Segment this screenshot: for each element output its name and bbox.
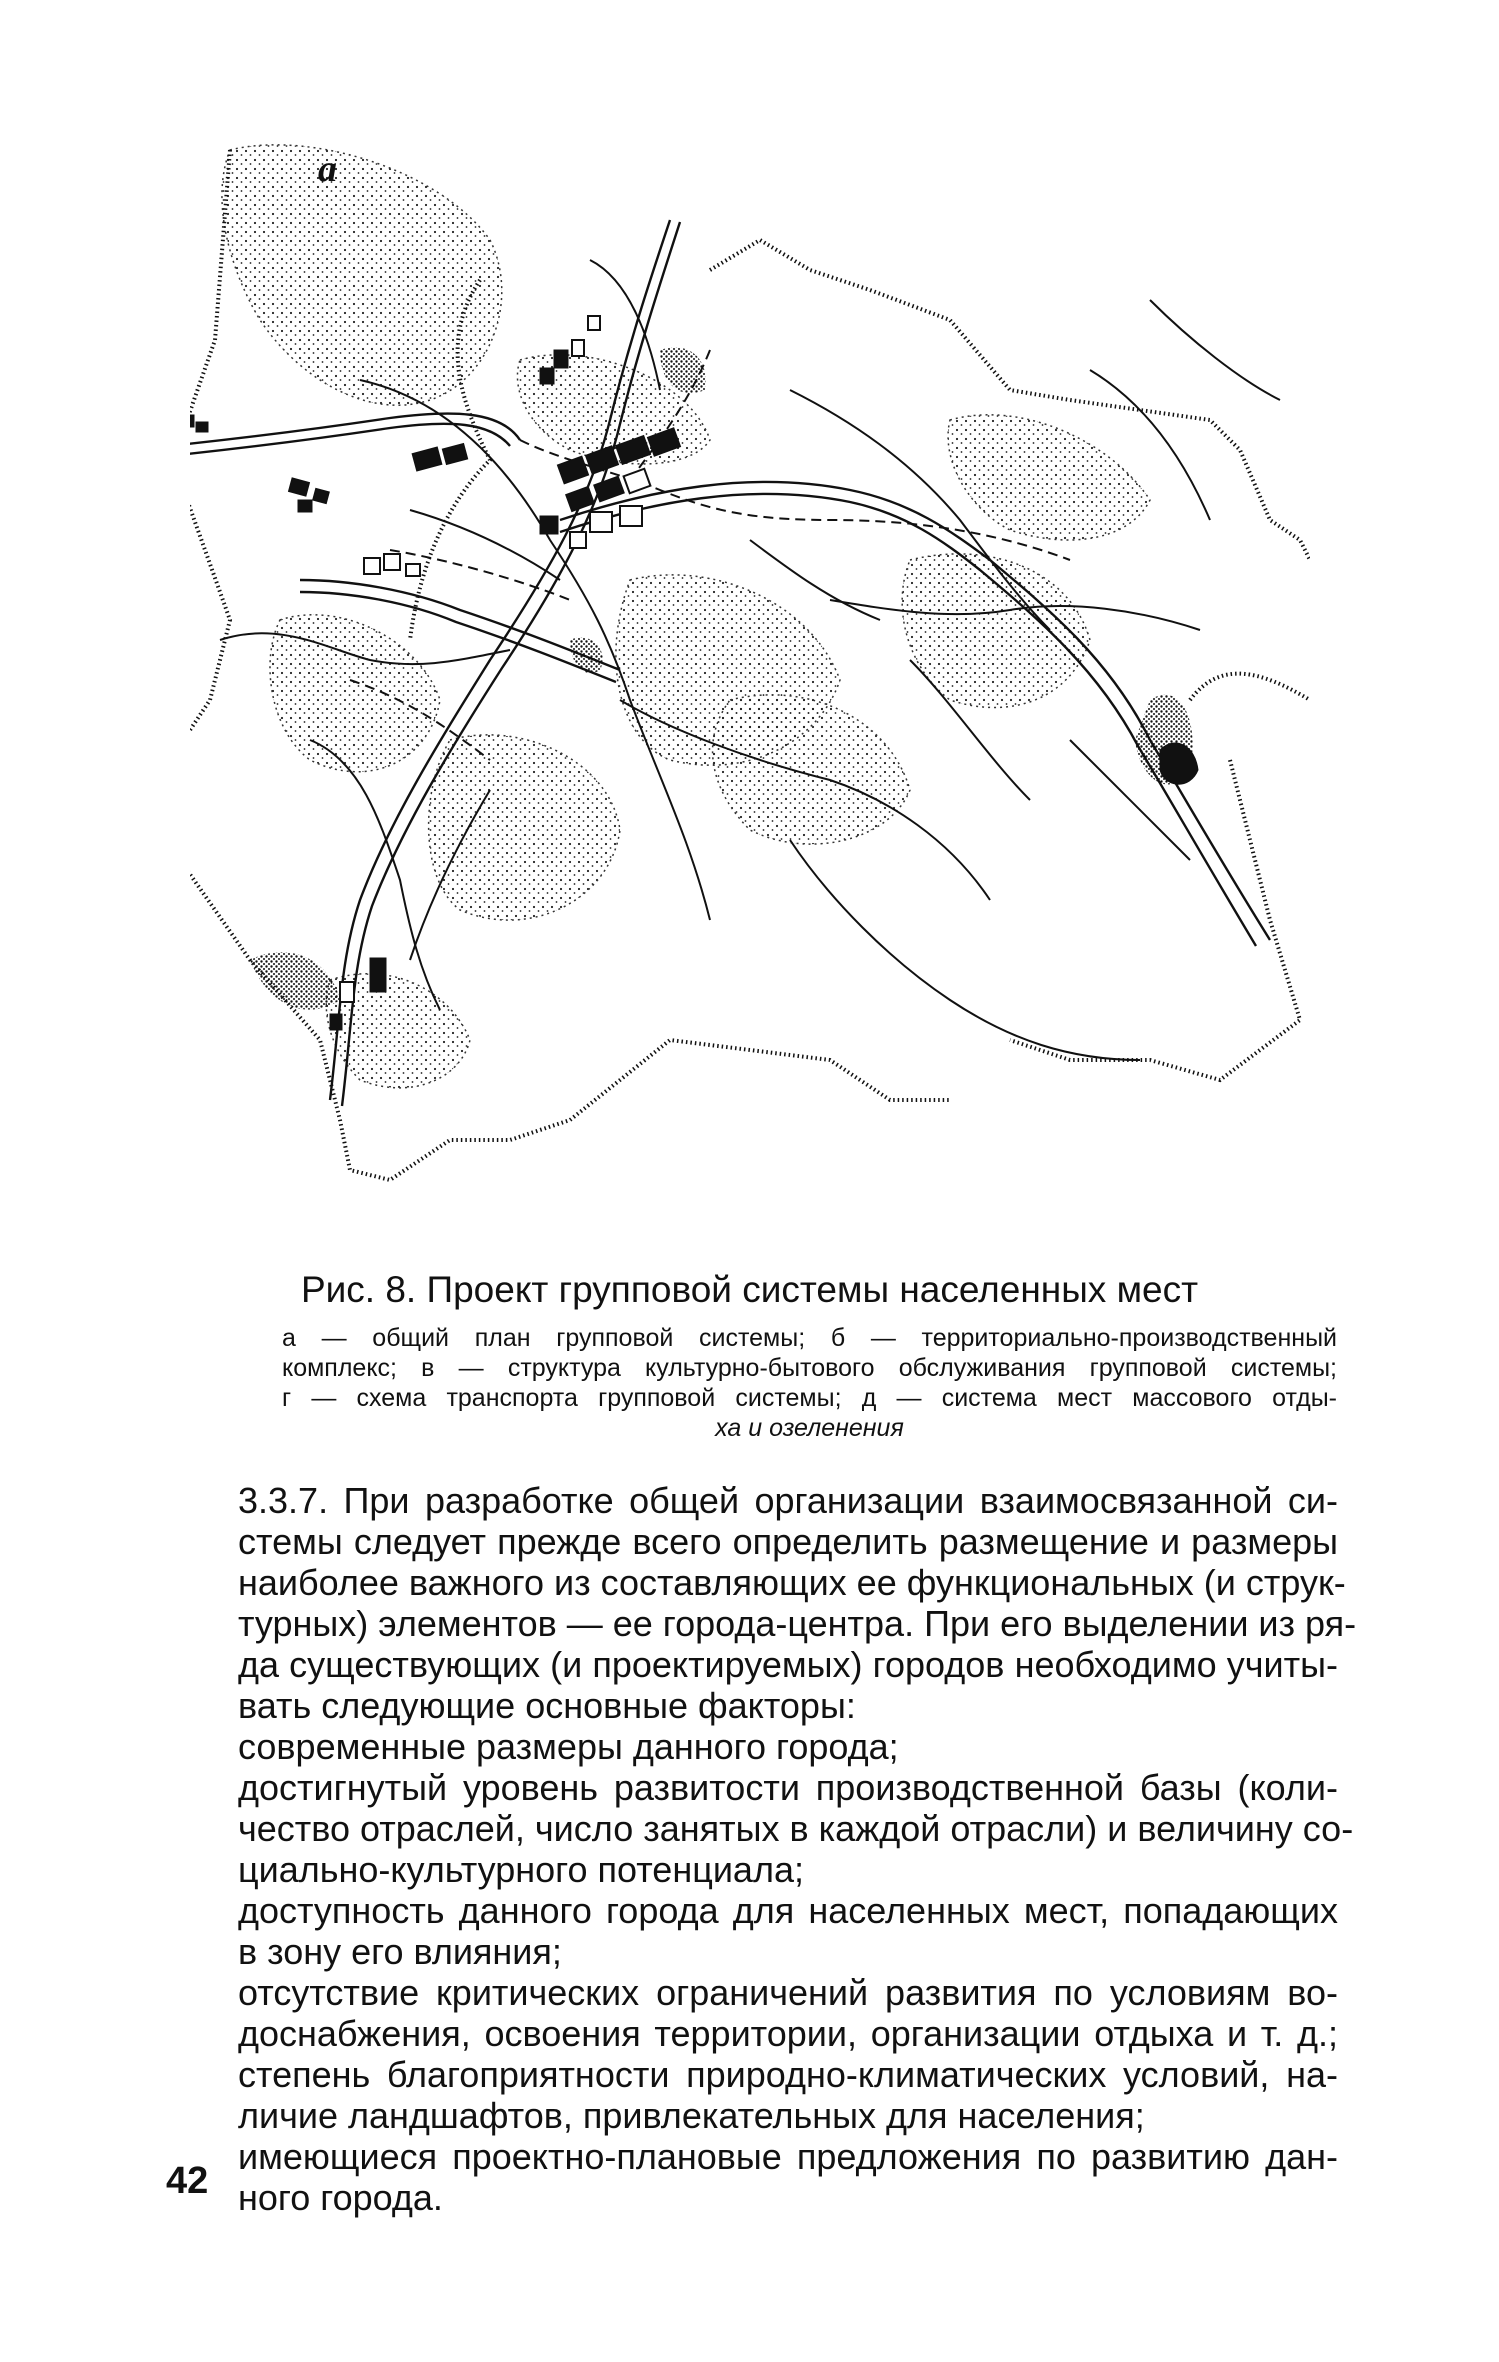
text-line: достигнутый уровень развитости производственной базы (коли- <box>238 1767 1338 1808</box>
caption-line: а — общий план групповой системы; б — территориально-производственный <box>282 1324 1337 1352</box>
caption-line: ха и озеленения <box>715 1414 904 1442</box>
text-line: вать следующие основные факторы: <box>238 1685 856 1726</box>
text-line: современные размеры данного города; <box>238 1726 899 1767</box>
text-line: циально-культурного потенциала; <box>238 1849 804 1890</box>
text-line: в зону его влияния; <box>238 1931 562 1972</box>
figure-caption-title: Рис. 8. Проект групповой системы населенных мест <box>300 1269 1199 1310</box>
figure-panel-label: а <box>318 148 337 190</box>
settlement-far-west <box>190 415 208 432</box>
caption-line: г — схема транспорта групповой системы; д — система мест массового отды- <box>282 1384 1337 1412</box>
text-line: личие ландшафтов, привлекательных для населения; <box>238 2095 1145 2136</box>
text-line: имеющиеся проектно-плановые предложения по развитию дан- <box>238 2136 1338 2177</box>
text-line: да существующих (и проектируемых) городов необходимо учиты- <box>238 1644 1338 1685</box>
text-line: степень благоприятности природно-климатических условий, на- <box>238 2054 1338 2095</box>
caption-line: комплекс; в — структура культурно-бытового обслуживания групповой системы; <box>282 1354 1337 1382</box>
text-line: турных) элементов — ее города-центра. При его выделении из ря- <box>238 1603 1357 1644</box>
central-city <box>540 428 681 548</box>
text-line: стемы следует прежде всего определить размещение и размеры <box>238 1521 1338 1562</box>
map-drawing <box>190 140 1310 1260</box>
page-number: 42 <box>166 2160 209 2202</box>
group-settlement-plan-map <box>190 140 1310 1260</box>
text-line: доснабжения, освоения территории, организации отдыха и т. д.; <box>238 2013 1338 2054</box>
settlement-west <box>288 443 467 576</box>
text-line: доступность данного города для населенных мест, попадающих <box>238 1890 1338 1931</box>
text-line: ного города. <box>238 2177 443 2218</box>
text-line: чество отраслей, число занятых в каждой отрасли) и величину со- <box>238 1808 1354 1849</box>
figure-caption-legend <box>282 1323 1337 1443</box>
text-line: наиболее важного из составляющих ее функциональных (и струк- <box>238 1562 1346 1603</box>
text-line: 3.3.7. При разработке общей организации взаимосвязанной си- <box>238 1480 1338 1521</box>
text-line: отсутствие критических ограничений развития по условиям во- <box>238 1972 1338 2013</box>
body-paragraph <box>238 1480 1357 2218</box>
